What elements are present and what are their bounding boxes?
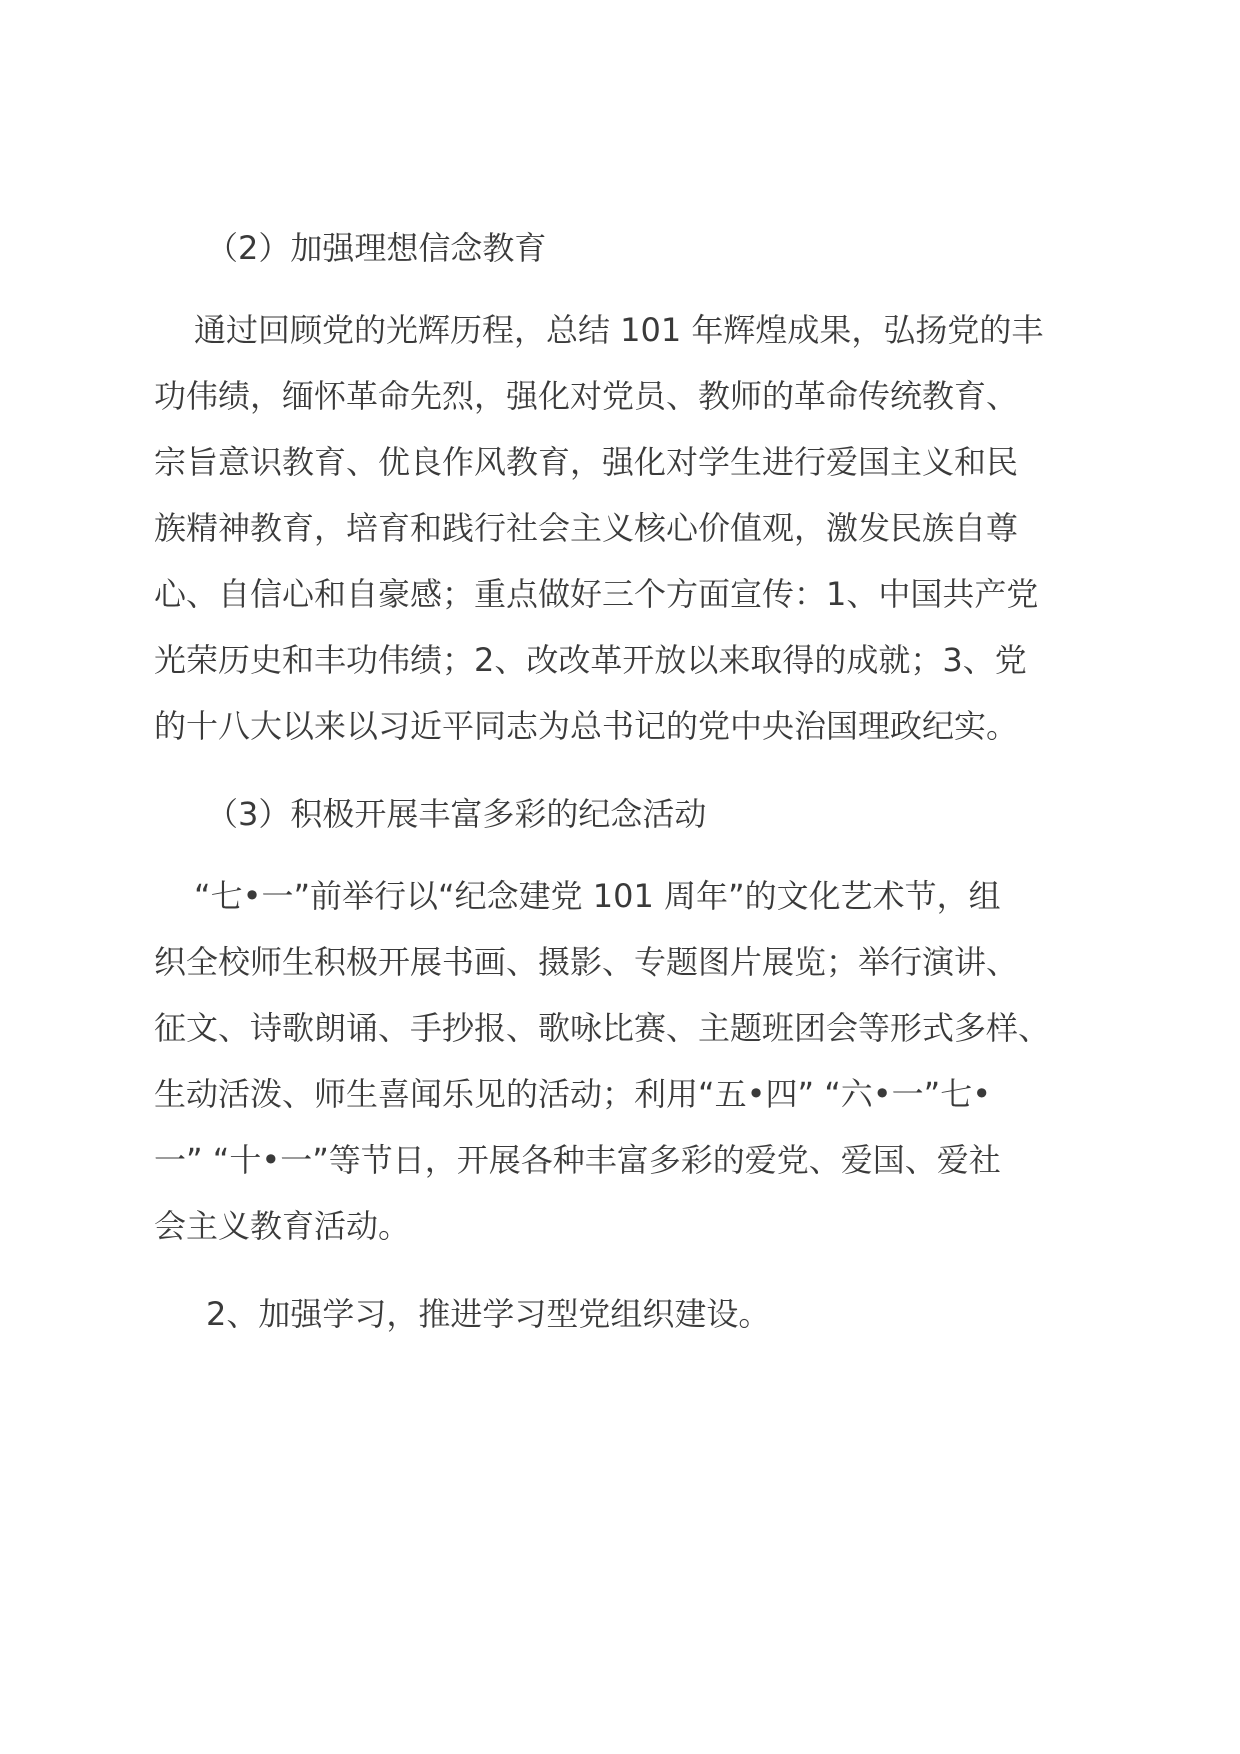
paragraph-line: 宗旨意识教育、优良作风教育，强化对学生进行爱国主义和民: [154, 443, 1019, 481]
paragraph-line: 的十八大以来以习近平同志为总书记的党中央治国理政纪实。: [154, 707, 1019, 745]
paragraph-line: 通过回顾党的光辉历程，总结 101 年辉煌成果，弘扬党的丰: [194, 311, 1044, 349]
paragraph-line: 征文、诗歌朗诵、手抄报、歌咏比赛、主题班团会等形式多样、: [154, 1009, 1051, 1047]
paragraph-line: 光荣历史和丰功伟绩；2、改改革开放以来取得的成就；3、党: [154, 641, 1027, 679]
list-item-2: 2、加强学习，推进学习型党组织建设。: [206, 1295, 771, 1333]
paragraph-line: 心、自信心和自豪感；重点做好三个方面宣传：1、中国共产党: [154, 575, 1039, 613]
paragraph-line: 会主义教育活动。: [154, 1207, 411, 1245]
paragraph-line: 织全校师生积极开展书画、摄影、专题图片展览；举行演讲、: [154, 943, 1019, 981]
section-heading-3: （3）积极开展丰富多彩的纪念活动: [206, 795, 707, 833]
paragraph-commemorative-activities: [154, 863, 1090, 1259]
paragraph-line: 生动活泼、师生喜闻乐见的活动；利用“五•四” “六•一”七•: [154, 1075, 992, 1113]
paragraph-line: 一” “十•一”等节日，开展各种丰富多彩的爱党、爱国、爱社: [154, 1141, 1001, 1179]
paragraph-line: “七•一”前举行以“纪念建党 101 周年”的文化艺术节，组: [194, 877, 1001, 915]
paragraph-line: 功伟绩，缅怀革命先烈，强化对党员、教师的革命传统教育、: [154, 377, 1019, 415]
document-body: [154, 215, 1090, 1363]
section-heading-2: （2）加强理想信念教育: [206, 229, 547, 267]
paragraph-line: 族精神教育，培育和践行社会主义核心价值观，激发民族自尊: [154, 509, 1019, 547]
paragraph-ideals-education: [154, 297, 1090, 759]
